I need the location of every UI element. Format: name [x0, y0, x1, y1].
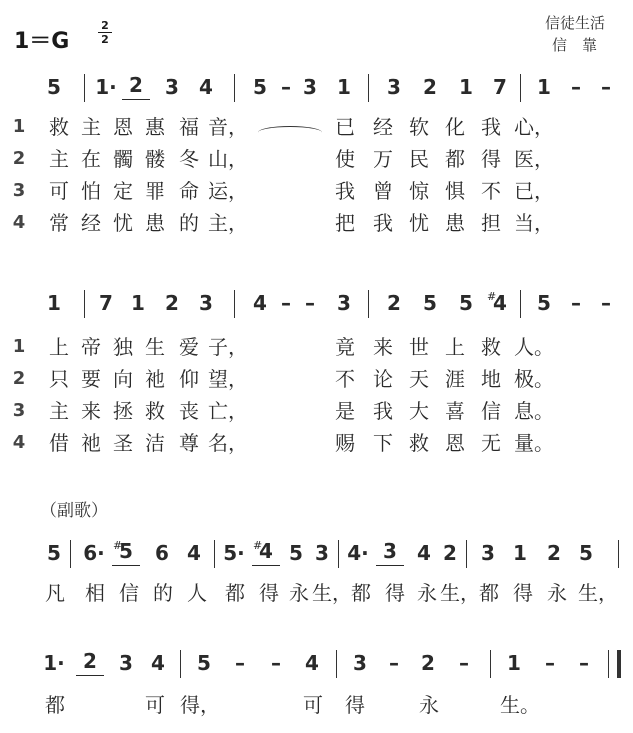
lyric-syllable: 得: [481, 147, 501, 171]
note: –: [389, 651, 399, 675]
note: –: [305, 291, 315, 315]
lyric-syllable: 地: [481, 367, 501, 391]
barline: [520, 290, 521, 318]
note: 5: [47, 75, 61, 99]
note: 4: [305, 651, 319, 675]
lyric-syllable: 救: [481, 335, 501, 359]
lyric-syllable: 主: [49, 147, 69, 171]
note: 2: [122, 72, 150, 100]
note: 3: [303, 75, 317, 99]
barline: [214, 540, 215, 568]
note: 2: [76, 648, 104, 676]
lyric-syllable: 子，: [208, 335, 248, 359]
lyric-syllable: 民: [409, 147, 429, 171]
lyric-syllable: 软: [409, 115, 429, 139]
lyric-syllable: 量。: [514, 431, 554, 455]
lyric-syllable: 医，: [514, 147, 554, 171]
note: # 5: [112, 538, 140, 566]
note: 3: [376, 538, 404, 566]
lyric-syllable: 名，: [208, 431, 248, 455]
lyric-syllable: 我: [373, 211, 393, 235]
note: 3: [353, 651, 367, 675]
lyric-syllable: 惠: [145, 115, 165, 139]
barline: [336, 650, 337, 678]
barline: [234, 290, 235, 318]
lyric-syllable: 向: [113, 367, 133, 391]
note: 1: [537, 75, 551, 99]
lyric-syllable: 生，: [440, 581, 480, 605]
note: –: [281, 75, 291, 99]
lyric-syllable: 怕: [81, 179, 101, 203]
note: –: [571, 291, 581, 315]
lyric-syllable: 信: [119, 581, 139, 605]
verse-line: [0, 176, 633, 206]
lyric-syllable: 天: [409, 367, 429, 391]
final-barline: [608, 650, 621, 678]
lyric-syllable: 都: [45, 693, 65, 717]
lyric-syllable: 人。: [514, 335, 554, 359]
credit-title: 信徒生活: [545, 14, 606, 32]
lyric-syllable: 患: [445, 211, 465, 235]
verse-number: 4: [12, 212, 26, 233]
verse-line: [0, 364, 633, 394]
lyric-syllable: 息。: [514, 399, 554, 423]
lyric-syllable: 定: [113, 179, 133, 203]
lyric-syllable: 来: [373, 335, 393, 359]
note: 2: [423, 75, 437, 99]
verse-number: 1: [12, 116, 26, 137]
lyric-syllable: 亡，: [208, 399, 248, 423]
notation-line-2: [0, 288, 633, 318]
note: 7: [493, 75, 507, 99]
lyric-syllable: 仰: [179, 367, 199, 391]
lyric-syllable: 只: [49, 367, 69, 391]
lyric-syllable: 洁: [145, 431, 165, 455]
note: 3: [165, 75, 179, 99]
lyric-syllable: 已: [335, 115, 355, 139]
lyric-syllable: 我: [335, 179, 355, 203]
lyric-syllable: 赐: [335, 431, 355, 455]
note: 4: [199, 75, 213, 99]
lyric-syllable: 世: [409, 335, 429, 359]
lyric-syllable: 涯: [445, 367, 465, 391]
barline: [338, 540, 339, 568]
note: 2: [165, 291, 179, 315]
barline: [520, 74, 521, 102]
note: 3: [387, 75, 401, 99]
note: 3: [119, 651, 133, 675]
lyric-syllable: 帝: [81, 335, 101, 359]
lyric-syllable: 凡: [45, 581, 65, 605]
chorus-label: （副歌）: [40, 501, 108, 521]
lyric-syllable: 都: [225, 581, 245, 605]
lyric-syllable: 心，: [514, 115, 554, 139]
note: –: [545, 651, 555, 675]
lyric-syllable: 生: [145, 335, 165, 359]
note: 1: [507, 651, 521, 675]
lyric-syllable: 惧: [445, 179, 465, 203]
lyric-syllable: 拯: [113, 399, 133, 423]
key-signature: 1＝G: [14, 29, 70, 54]
time-signature-top: 2: [101, 19, 109, 32]
lyric-syllable: 永: [547, 581, 567, 605]
lyric-syllable: 音，: [208, 115, 248, 139]
time-signature-bottom: 2: [101, 33, 109, 46]
lyric-syllable: 要: [81, 367, 101, 391]
note: –: [459, 651, 469, 675]
note: –: [281, 291, 291, 315]
lyric-syllable: 救: [49, 115, 69, 139]
lyric-syllable: 上: [49, 335, 69, 359]
lyric-syllable: 来: [81, 399, 101, 423]
lyric-syllable: 主: [81, 115, 101, 139]
barline: [466, 540, 467, 568]
lyric-syllable: 信: [481, 399, 501, 423]
chorus-notation-line-2: [0, 648, 633, 678]
lyric-syllable: 可: [303, 693, 323, 717]
lyric-syllable: 得: [385, 581, 405, 605]
lyric-syllable: 可: [49, 179, 69, 203]
note: 6: [155, 541, 169, 565]
lyric-syllable: 担: [481, 211, 501, 235]
verse-number: 3: [12, 180, 26, 201]
lyric-syllable: 永: [289, 581, 309, 605]
note: 5: [197, 651, 211, 675]
note: 3: [481, 541, 495, 565]
lyric-syllable: 运，: [208, 179, 248, 203]
note: –: [571, 75, 581, 99]
lyric-syllable: 生。: [500, 693, 540, 717]
lyric-syllable: 生，: [578, 581, 618, 605]
lyric-syllable: 的: [153, 581, 173, 605]
barline: [180, 650, 181, 678]
lyric-syllable: 得，: [180, 693, 220, 717]
lyric-syllable: 上: [445, 335, 465, 359]
lyric-syllable: 喜: [445, 399, 465, 423]
lyric-syllable: 下: [373, 431, 393, 455]
barline: [368, 290, 369, 318]
note: 4: [417, 541, 431, 565]
chorus-lyric-line: [0, 690, 633, 720]
lyric-syllable: 人: [187, 581, 207, 605]
lyric-syllable: 都: [479, 581, 499, 605]
note: 1: [131, 291, 145, 315]
note: 2: [421, 651, 435, 675]
lyric-syllable: 救: [145, 399, 165, 423]
note: –: [601, 291, 611, 315]
lyric-syllable: 生，: [312, 581, 352, 605]
lyric-syllable: 万: [373, 147, 393, 171]
lyric-syllable: 已，: [514, 179, 554, 203]
note: 3: [337, 291, 351, 315]
lyric-syllable: 祂: [81, 431, 101, 455]
note: 1·: [95, 75, 117, 99]
note: 5: [423, 291, 437, 315]
barline: [84, 290, 85, 318]
lyric-syllable: 极。: [514, 367, 554, 391]
note: # 4: [486, 288, 514, 318]
lyric-syllable: 经: [373, 115, 393, 139]
verse-line: [0, 428, 633, 458]
note: 5·: [223, 541, 245, 565]
chorus-notation-line-1: [0, 538, 633, 568]
barline: [490, 650, 491, 678]
verse-line: [0, 208, 633, 238]
lyric-syllable: 髅: [145, 147, 165, 171]
barline: [70, 540, 71, 568]
lyric-syllable: 髑: [113, 147, 133, 171]
lyric-syllable: 救: [409, 431, 429, 455]
lyric-syllable: 借: [49, 431, 69, 455]
note: 5: [579, 541, 593, 565]
note: 5: [47, 541, 61, 565]
note: 7: [99, 291, 113, 315]
note: –: [579, 651, 589, 675]
lyric-syllable: 我: [481, 115, 501, 139]
note: 2: [443, 541, 457, 565]
lyric-syllable: 忧: [409, 211, 429, 235]
lyric-syllable: 永: [419, 693, 439, 717]
lyric-syllable: 大: [409, 399, 429, 423]
lyric-syllable: 在: [81, 147, 101, 171]
note: 2: [387, 291, 401, 315]
lyric-syllable: 命: [179, 179, 199, 203]
note: 3: [199, 291, 213, 315]
lyric-syllable: 得: [513, 581, 533, 605]
lyric-syllable: 爱: [179, 335, 199, 359]
verse-line: [0, 332, 633, 362]
lyric-syllable: 忧: [113, 211, 133, 235]
lyric-syllable: 不: [481, 179, 501, 203]
lyric-syllable: 恩: [445, 431, 465, 455]
note: 4·: [347, 541, 369, 565]
lyric-syllable: 不: [335, 367, 355, 391]
note: 5: [459, 291, 473, 315]
lyric-syllable: 无: [481, 431, 501, 455]
credit-author: 信 靠: [552, 36, 598, 54]
lyric-syllable: 永: [417, 581, 437, 605]
time-signature: [98, 20, 112, 45]
barline: [84, 74, 85, 102]
note: 1: [337, 75, 351, 99]
lyric-syllable: 患: [145, 211, 165, 235]
note: 2: [547, 541, 561, 565]
lyric-syllable: 当，: [514, 211, 554, 235]
lyric-syllable: 山，: [208, 147, 248, 171]
lyric-syllable: 恩: [113, 115, 133, 139]
lyric-syllable: 常: [49, 211, 69, 235]
note: 1: [47, 291, 61, 315]
note: 1: [513, 541, 527, 565]
verse-line: [0, 144, 633, 174]
note: –: [271, 651, 281, 675]
note: 1·: [43, 651, 65, 675]
lyric-syllable: 罪: [145, 179, 165, 203]
note: 6·: [83, 541, 105, 565]
chorus-lyric-line: [0, 578, 633, 608]
lyric-syllable: 化: [445, 115, 465, 139]
lyric-syllable: 我: [373, 399, 393, 423]
note: –: [235, 651, 245, 675]
lyric-syllable: 得: [345, 693, 365, 717]
note: 1: [459, 75, 473, 99]
lyric-syllable: 可: [145, 693, 165, 717]
verse-line: [0, 396, 633, 426]
notation-line-1: [0, 72, 633, 102]
lyric-syllable: 独: [113, 335, 133, 359]
verse-number: 1: [12, 336, 26, 357]
lyric-syllable: 圣: [113, 431, 133, 455]
note: 5: [289, 541, 303, 565]
lyric-syllable: 是: [335, 399, 355, 423]
lyric-syllable: 尊: [179, 431, 199, 455]
lyric-syllable: 竟: [335, 335, 355, 359]
lyric-syllable: 祂: [145, 367, 165, 391]
barline: [368, 74, 369, 102]
lyric-syllable: 曾: [373, 179, 393, 203]
lyric-syllable: 都: [351, 581, 371, 605]
note: –: [601, 75, 611, 99]
lyric-syllable: 使: [335, 147, 355, 171]
verse-number: 2: [12, 148, 26, 169]
lyric-syllable: 主，: [208, 211, 248, 235]
barline: [618, 540, 619, 568]
lyric-syllable: 的: [179, 211, 199, 235]
verse-number: 4: [12, 432, 26, 453]
note: 4: [187, 541, 201, 565]
lyric-syllable: 相: [85, 581, 105, 605]
note: 5: [253, 75, 267, 99]
note: 5: [537, 291, 551, 315]
lyric-syllable: 得: [259, 581, 279, 605]
barline: [234, 74, 235, 102]
lyric-syllable: 福: [179, 115, 199, 139]
note: 3: [315, 541, 329, 565]
note: # 4: [252, 538, 280, 566]
lyric-syllable: 都: [445, 147, 465, 171]
lyric-syllable: 论: [373, 367, 393, 391]
note: 4: [253, 291, 267, 315]
lyric-syllable: 望，: [208, 367, 248, 391]
lyric-syllable: 冬: [179, 147, 199, 171]
lyric-syllable: 主: [49, 399, 69, 423]
lyric-syllable: 惊: [409, 179, 429, 203]
verse-line: [0, 112, 633, 142]
verse-number: 3: [12, 400, 26, 421]
note: 4: [151, 651, 165, 675]
lyric-syllable: 把: [335, 211, 355, 235]
lyric-syllable: 丧: [179, 399, 199, 423]
lyric-syllable: 经: [81, 211, 101, 235]
verse-number: 2: [12, 368, 26, 389]
